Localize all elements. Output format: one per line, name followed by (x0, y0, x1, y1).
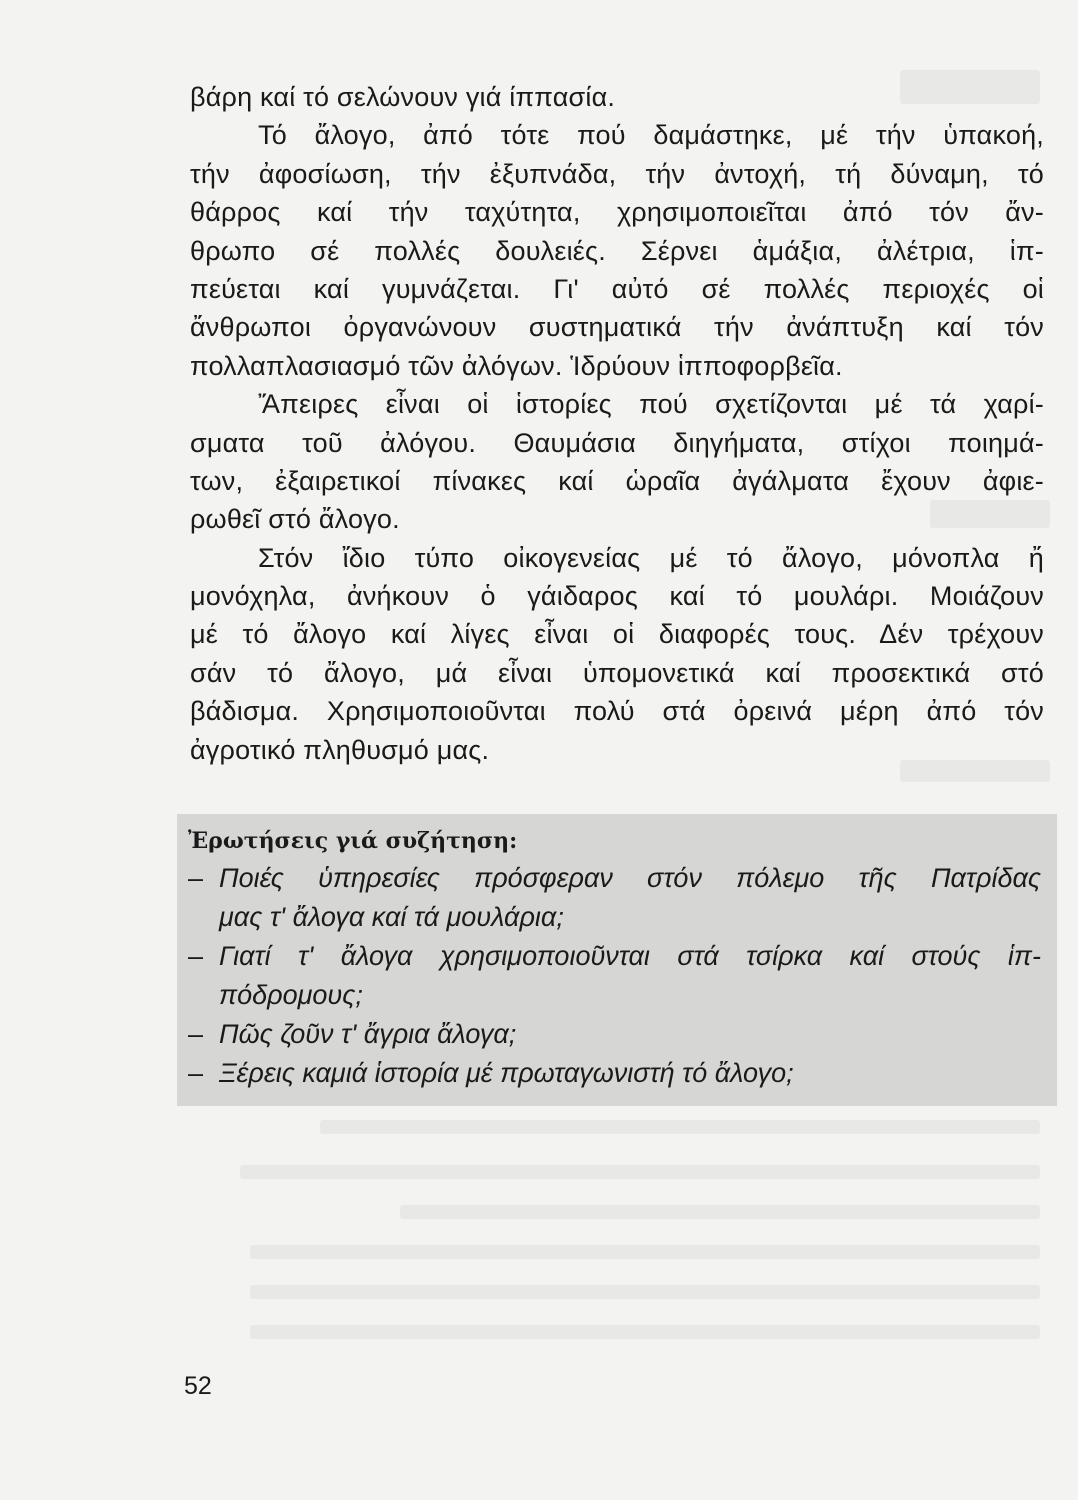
dash-bullet: – (188, 863, 204, 893)
body-line: βάδισμα. Χρησιμοποιοῦνται πολύ στά ὀρεινά μέρη ἀπό τόν (190, 696, 1044, 727)
question-text: μας τ' ἄλογα καί τά μουλάρια; (219, 902, 564, 932)
dash-bullet: – (188, 941, 204, 971)
question-text: Ξέρεις καμιά ἱστορία μέ πρωταγωνιστή τό ἄλογο; (219, 1058, 794, 1088)
question-text: πόδρομους; (219, 980, 363, 1010)
body-line: ρωθεῖ στό ἄλογο. (190, 504, 400, 535)
body-line: μέ τό ἄλογο καί λίγες εἶναι οἱ διαφορές τους. Δέν τρέχουν (190, 619, 1044, 650)
body-line: Στόν ἴδιο τύπο οἰκογενείας μέ τό ἄλογο, μόνοπλα ἤ (258, 542, 1044, 573)
questions-heading: Ἐρωτήσεις γιά συζήτηση: (188, 828, 518, 854)
question-item (188, 859, 1041, 937)
body-line: ἀγροτικό πληθυσμό μας. (190, 734, 490, 765)
body-line: πολλαπλασιασμό τῶν ἀλόγων. Ἱδρύουν ἱπποφορβεῖα. (190, 350, 843, 381)
question-item (188, 937, 1041, 1015)
body-text (190, 78, 1044, 769)
body-line: Τό ἄλογο, ἀπό τότε πού δαμάστηκε, μέ τήν ὑπακοή, (258, 120, 1044, 151)
question-text: Ποιές ὑπηρεσίες πρόσφεραν στόν πόλεμο τῆς Πατρίδας (219, 863, 1041, 893)
body-line: μονόχηλα, ἀνήκουν ὁ γάιδαρος καί τό μουλάρι. Μοιάζουν (190, 581, 1044, 612)
body-line: θάρρος καί τήν ταχύτητα, χρησιμοποιεῖται ἀπό τόν ἄν- (190, 197, 1044, 228)
dash-bullet: – (188, 1058, 204, 1088)
questions-list (188, 859, 1041, 1093)
body-line: βάρη καί τό σελώνουν γιά ίππασία. (190, 82, 616, 112)
dash-bullet: – (188, 1019, 204, 1049)
body-line: σματα τοῦ ἀλόγου. Θαυμάσια διηγήματα, στίχοι ποιημά- (190, 427, 1044, 458)
body-line: τήν ἀφοσίωση, τήν ἐξυπνάδα, τήν ἀντοχή, τή δύναμη, τό (190, 158, 1044, 189)
body-line: των, ἐξαιρετικοί πίνακες καί ὡραῖα ἀγάλματα ἔχουν ἀφιε- (190, 465, 1044, 496)
question-item (188, 1015, 1041, 1054)
question-item (188, 1054, 1041, 1093)
body-line: Ἄπειρες εἶναι οἱ ἱστορίες πού σχετίζονται μέ τά χαρί- (258, 389, 1044, 420)
discussion-questions-box (177, 814, 1057, 1106)
body-line: σάν τό ἄλογο, μά εἶναι ὑπομονετικά καί προσεκτικά στό (190, 657, 1044, 688)
body-line: πεύεται καί γυμνάζεται. Γι' αὐτό σέ πολλές περιοχές οἱ (190, 273, 1044, 304)
page-number: 52 (184, 1372, 212, 1400)
question-text: Πῶς ζοῦν τ' ἄγρια ἄλογα; (219, 1019, 517, 1049)
body-line: ἄνθρωποι ὀργανώνουν συστηματικά τήν ἀνάπτυξη καί τόν (190, 312, 1044, 343)
question-text: Γιατί τ' ἄλογα χρησιμοποιοῦνται στά τσίρκα καί στούς ἱπ- (219, 941, 1041, 971)
body-line: θρωπο σέ πολλές δουλειές. Σέρνει ἁμάξια, ἀλέτρια, ἱπ- (190, 235, 1044, 266)
